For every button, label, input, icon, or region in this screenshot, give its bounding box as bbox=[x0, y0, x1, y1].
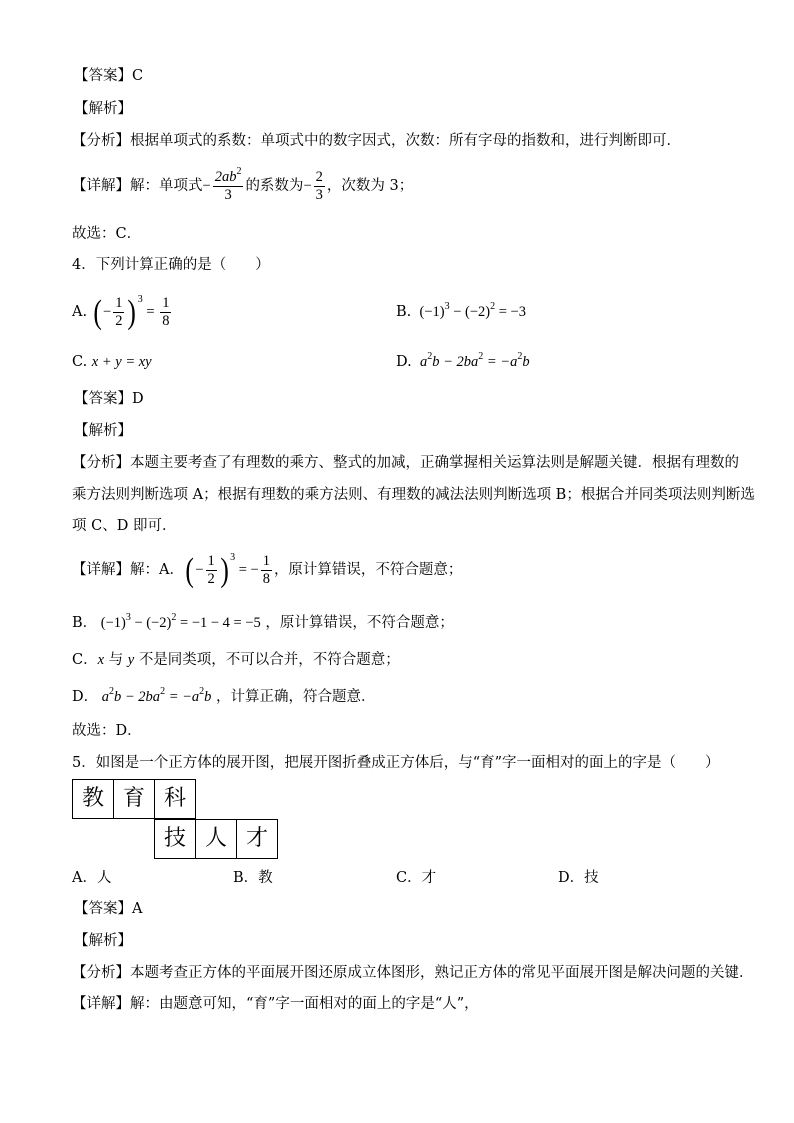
q5-answer bbox=[74, 899, 142, 919]
q4-option-d: D. $a^2b - 2ba^2 = -a^2b$ bbox=[396, 351, 530, 370]
answer-value: C bbox=[132, 68, 144, 84]
detail-c-text: 不是同类项，不可以合并，不符合题意； bbox=[138, 652, 400, 668]
q5-option-a: A．人 bbox=[72, 870, 112, 886]
q4-detail-c: C．x 与 y 不是同类项，不可以合并，不符合题意； bbox=[72, 652, 400, 668]
option-label: B. bbox=[396, 304, 412, 320]
net-cell: 技 bbox=[154, 819, 196, 859]
q5-analysis-text: 【分析】本题考查正方体的平面展开图还原成立体图形，熟记正方体的常见平面展开图是解决问题的关键． bbox=[72, 965, 754, 981]
q3-choose: 故选：C． bbox=[72, 226, 142, 242]
answer-tag: 【答案】 bbox=[74, 901, 132, 917]
q4-option-c bbox=[72, 352, 152, 372]
q4-detail-b: B． $(-1)^3 - (-2)^2 = -1 - 4 = -5$ ，原计算错误，不符合题意； bbox=[72, 612, 454, 631]
answer-tag: 【答案】 bbox=[74, 391, 132, 407]
net-cell: 才 bbox=[236, 819, 278, 859]
detail-mid: 的系数为 bbox=[245, 178, 304, 194]
q4-analysis-line-3: 项 C、D 即可． bbox=[72, 518, 177, 534]
q3-detail: 【详解】解：单项式− $\frac{2ab^2}{3}$ 的系数为− $\frac{2}{3}$ ，次数为 3； bbox=[72, 165, 414, 203]
detail-suffix: ，原计算错误，不符合题意； bbox=[265, 615, 454, 631]
q4-option-a: A. (− $\frac{1}{2}$ )$^3$ = $\frac{1}{8}$ bbox=[72, 293, 170, 331]
q3-analysis-text: 【分析】根据单项式的系数：单项式中的数字因式，次数：所有字母的指数和，进行判断即可． bbox=[72, 133, 681, 149]
net-cell: 教 bbox=[72, 779, 114, 819]
q5-option-c: C．才 bbox=[396, 870, 437, 886]
q5-stem: 5．如图是一个正方体的展开图，把展开图折叠成正方体后，与“育”字一面相对的面上的字是（ ） bbox=[72, 755, 720, 771]
analysis-tag: 解析 bbox=[88, 423, 118, 439]
cube-net-figure bbox=[72, 779, 282, 863]
q3-analysis-heading: 【解析】 bbox=[74, 101, 132, 117]
detail-prefix: D． bbox=[72, 689, 99, 705]
coef-denominator: 3 bbox=[315, 186, 323, 203]
mono-numerator: 2ab bbox=[214, 168, 237, 185]
answer-value: A bbox=[132, 901, 143, 917]
q4-analysis-heading: 【解析】 bbox=[74, 423, 132, 439]
option-c-expr: x + y = xy bbox=[91, 354, 152, 370]
q4-detail-a: 【详解】解：A．(− $\frac{1}{2}$ )$^3$ = − $\frac{1}{8}$ ，原计算错误，不符合题意； bbox=[72, 551, 463, 589]
coef-fraction bbox=[314, 169, 325, 204]
net-cell: 科 bbox=[154, 779, 196, 819]
net-cell: 育 bbox=[113, 779, 155, 819]
detail-suffix: ，原计算错误，不符合题意； bbox=[273, 562, 463, 578]
answer-tag: 【答案】 bbox=[74, 68, 132, 84]
detail-prefix: B． bbox=[72, 615, 98, 631]
detail-suffix: ，计算正确，符合题意． bbox=[216, 689, 376, 705]
answer-value: D bbox=[132, 391, 144, 407]
analysis-tag: 解析 bbox=[88, 933, 118, 949]
coef-numerator: 2 bbox=[315, 168, 323, 185]
option-label: C. bbox=[72, 354, 88, 370]
option-label: A. bbox=[72, 304, 88, 320]
q3-answer bbox=[74, 66, 143, 86]
q5-analysis-heading: 【解析】 bbox=[74, 933, 132, 949]
detail-suffix: ，次数为 3； bbox=[326, 178, 414, 194]
q4-analysis-line-2: 乘方法则判断选项 A；根据有理数的乘方法则、有理数的减法法则判断选项 B；根据合并同类项法则判断选 bbox=[72, 487, 755, 503]
analysis-tag: 解析 bbox=[88, 101, 118, 117]
monomial-fraction: $\frac{2ab^2}{3}$ bbox=[214, 165, 242, 203]
q4-stem: 4．下列计算正确的是（ ） bbox=[72, 257, 270, 273]
detail-prefix: 【详解】解：单项式 bbox=[72, 178, 203, 194]
q4-answer bbox=[74, 389, 144, 409]
q5-option-b: B．教 bbox=[233, 870, 273, 886]
q5-detail: 【详解】解：由题意可知，“育”字一面相对的面上的字是“人”， bbox=[72, 996, 479, 1012]
mono-denominator: 3 bbox=[224, 186, 232, 203]
q4-option-b: B. $(-1)^3 - (-2)^2 = -3$ bbox=[396, 301, 526, 320]
option-label: D. bbox=[396, 354, 412, 370]
q5-option-d: D．技 bbox=[558, 870, 599, 886]
q4-analysis-line-1: 【分析】本题主要考查了有理数的乘方、整式的加减，正确掌握相关运算法则是解题关键．根据有理数的 bbox=[72, 455, 739, 471]
detail-prefix: 【详解】解：A． bbox=[72, 562, 184, 578]
q4-choose: 故选：D． bbox=[72, 723, 142, 739]
net-cell: 人 bbox=[195, 819, 237, 859]
q4-detail-d: D． $a^2b - 2ba^2 = -a^2b$ ，计算正确，符合题意． bbox=[72, 686, 376, 705]
